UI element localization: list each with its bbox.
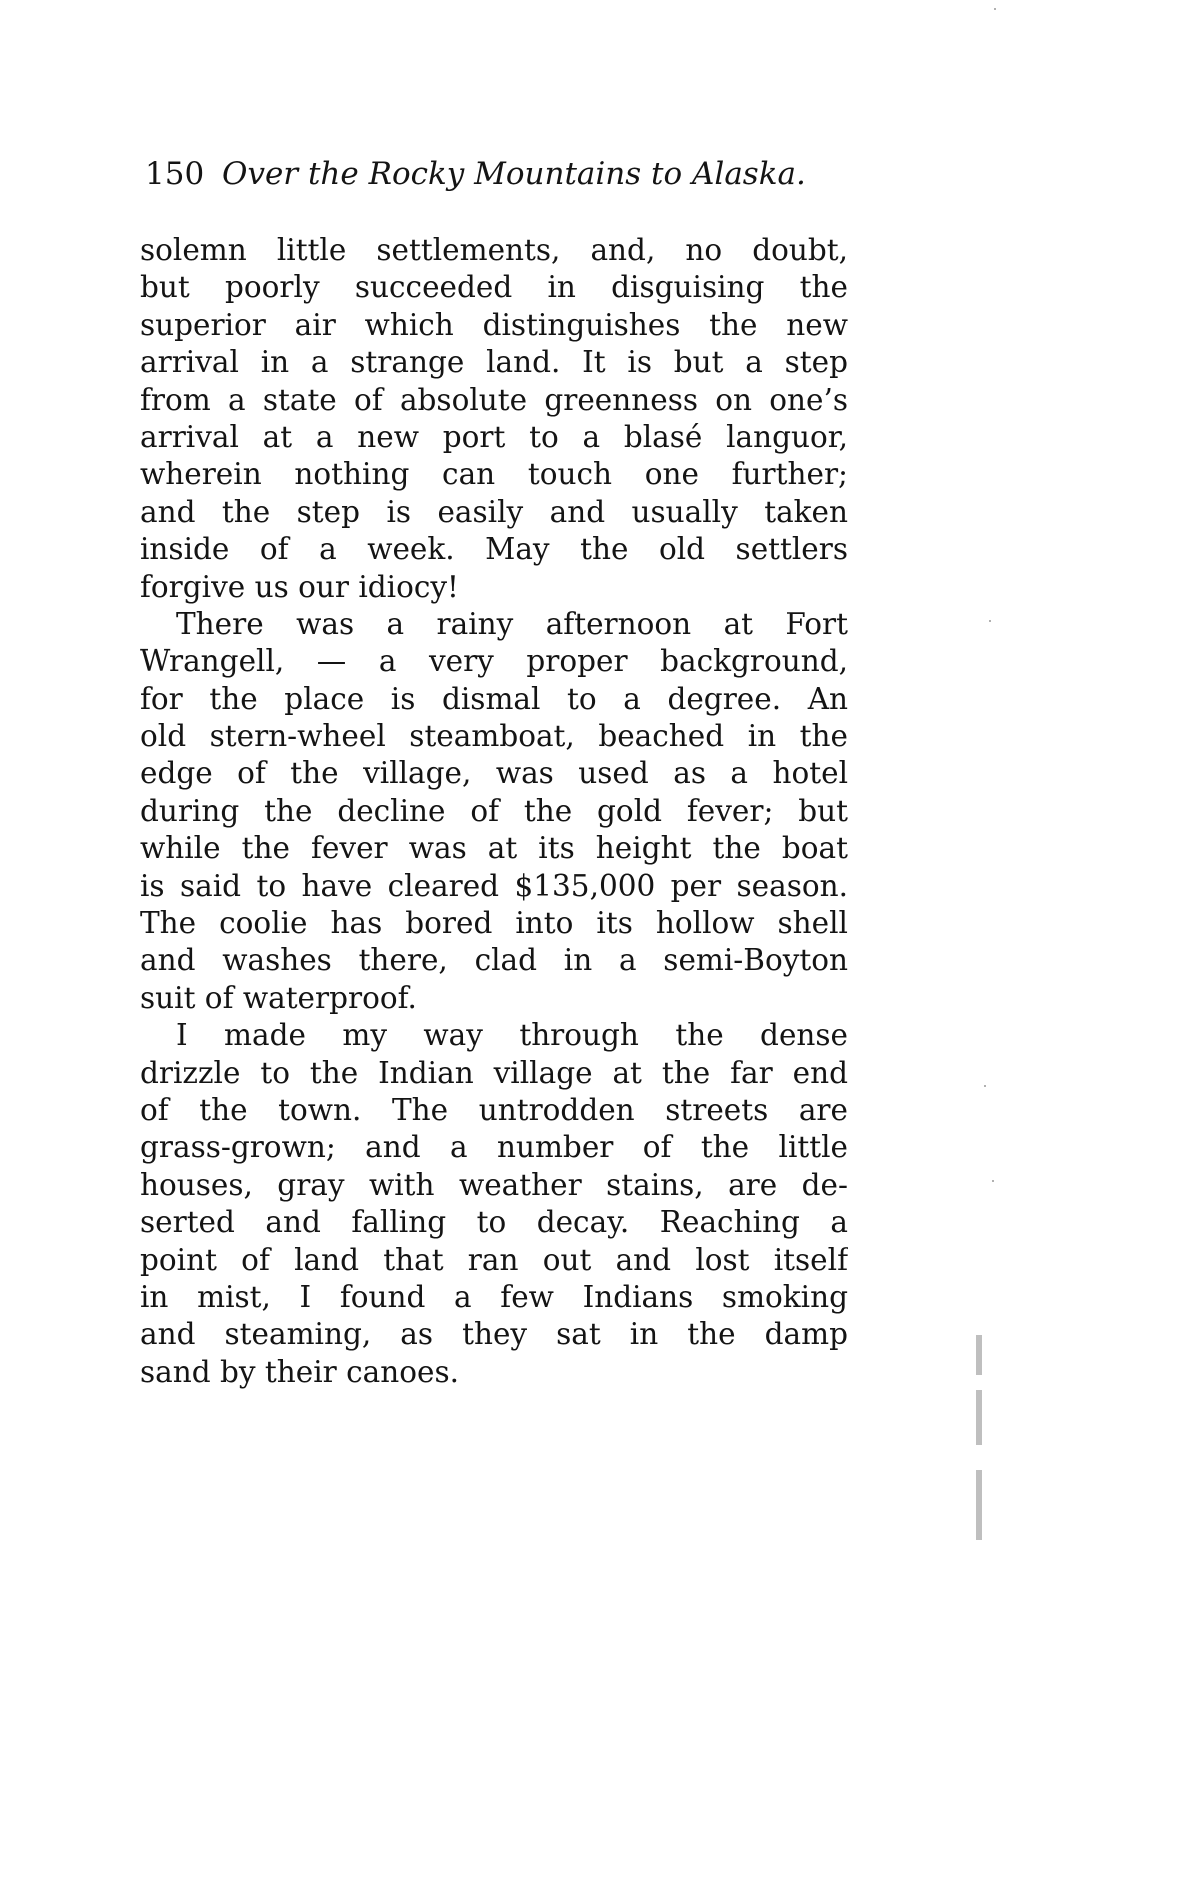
scan-edge-shadow	[976, 1470, 982, 1540]
text-line: forgive us our idiocy!	[140, 569, 459, 604]
paragraph-start-line: There was a rainy afternoon at Fort	[176, 606, 848, 641]
text-line: and washes there, clad in a semi-Boyton	[140, 943, 848, 978]
scan-edge-shadow	[976, 1335, 982, 1375]
scan-speck	[984, 1085, 986, 1087]
text-line: from a state of absolute greenness on one’s	[140, 382, 848, 417]
page-number: 150	[145, 156, 205, 192]
text-line: grass-grown; and a number of the little	[140, 1130, 848, 1165]
text-line: arrival in a strange land. It is but a step	[140, 345, 848, 380]
scan-edge-shadow	[976, 1390, 982, 1445]
text-line: solemn little settlements, and, no doubt,	[140, 233, 848, 267]
text-line: arrival at a new port to a blasé languor,	[140, 419, 848, 454]
body-text	[140, 232, 848, 1391]
text-line: The coolie has bored into its hollow shell	[140, 906, 848, 941]
running-title: Over the Rocky Mountains to Alaska.	[222, 156, 806, 192]
text-line: wherein nothing can touch one further;	[140, 457, 848, 492]
scan-speck	[992, 1180, 994, 1182]
scan-edge	[966, 0, 1000, 1568]
paragraph-start-line: I made my way through the dense	[176, 1018, 848, 1053]
text-line: old stern-wheel steamboat, beached in the	[140, 719, 848, 754]
text-line: serted and falling to decay. Reaching a	[140, 1205, 848, 1240]
text-line: superior air which distinguishes the new	[140, 307, 848, 342]
scan-speck	[994, 8, 996, 10]
text-line: for the place is dismal to a degree. An	[140, 681, 848, 716]
text-line: in mist, I found a few Indians smoking	[140, 1279, 848, 1314]
text-line: houses, gray with weather stains, are de-	[140, 1167, 848, 1202]
text-line: sand by their canoes.	[140, 1354, 459, 1389]
scan-speck	[989, 620, 991, 622]
text-line: is said to have cleared $135,000 per season.	[140, 868, 848, 903]
text-line: drizzle to the Indian village at the far end	[140, 1055, 848, 1090]
text-line: while the fever was at its height the boat	[140, 831, 848, 866]
text-line: and the step is easily and usually taken	[140, 494, 848, 529]
text-line: Wrangell, — a very proper background,	[140, 644, 848, 679]
text-line: edge of the village, was used as a hotel	[140, 756, 848, 791]
text-line: suit of waterproof.	[140, 980, 417, 1015]
text-line: point of land that ran out and lost itself	[140, 1242, 848, 1277]
text-line: of the town. The untrodden streets are	[140, 1092, 848, 1127]
text-line: inside of a week. May the old settlers	[140, 532, 848, 567]
text-line: during the decline of the gold fever; but	[140, 793, 848, 828]
running-header	[145, 150, 845, 198]
text-line: but poorly succeeded in disguising the	[140, 270, 848, 305]
text-line: and steaming, as they sat in the damp	[140, 1317, 848, 1352]
